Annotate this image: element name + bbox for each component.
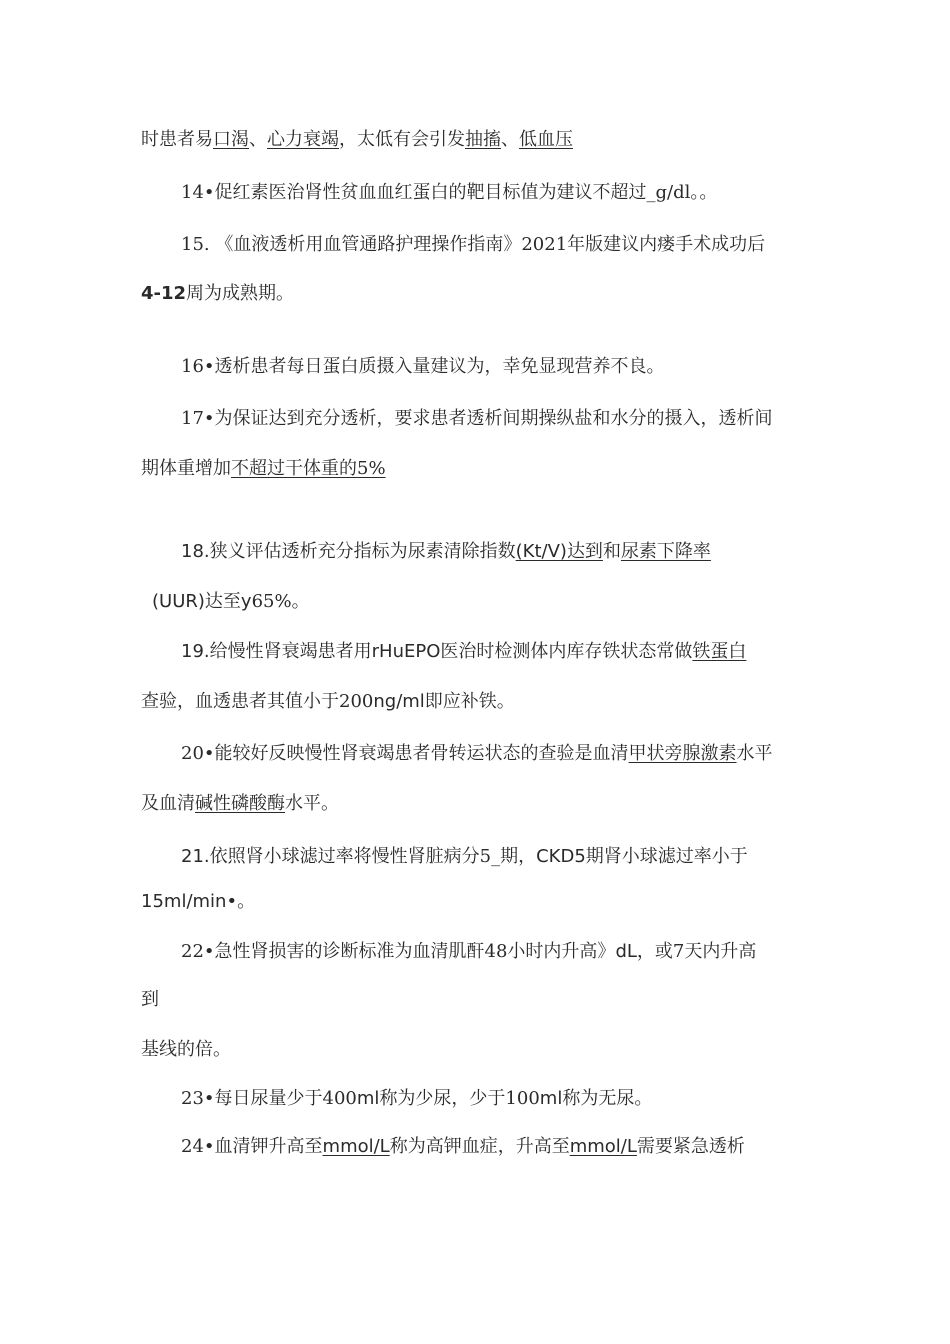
text-line-7: 期体重增加不超过干体重的5% xyxy=(141,458,386,479)
text-line-19: 23•每日尿量少于400ml称为少尿，少于100ml称为无尿。 xyxy=(181,1088,653,1109)
underlined-term: 达到 xyxy=(566,541,603,562)
text-line-9: (UUR)达至y65%。 xyxy=(152,591,310,612)
text-line-11: 查验，血透患者其值小于200ng/ml即应补铁。 xyxy=(141,691,515,712)
underlined-term: 口渴 xyxy=(213,129,249,150)
text-line-20: 24•血清钾升高至mmol/L称为高钾血症，升高至mmol/L需要紧急透析 xyxy=(181,1136,745,1157)
text-line-16: 22•急性肾损害的诊断标准为血清肌酐48小时内升高》dL，或7天内升高 xyxy=(181,941,757,962)
underlined-term: mmol/L xyxy=(569,1136,637,1157)
text-line-5: 16•透析患者每日蛋白质摄入量建议为，幸免显现营养不良。 xyxy=(181,356,665,377)
underlined-term: 碱性磷酸酶 xyxy=(195,793,285,814)
underlined-term: (Kt/V) xyxy=(515,541,567,562)
text-line-1: 时患者易口渴、心力衰竭，太低有会引发抽搐、低血压 xyxy=(141,129,573,150)
underlined-term: 不超过干体重的5% xyxy=(231,458,386,479)
underlined-term: 尿素下降率 xyxy=(620,541,711,562)
text-line-12: 20•能较好反映慢性肾衰竭患者骨转运状态的查验是血清甲状旁腺激素水平 xyxy=(181,743,773,764)
text-line-18: 基线的倍。 xyxy=(141,1039,231,1060)
underlined-term: mmol/L xyxy=(322,1136,390,1157)
text-line-14: 21.依照肾小球滤过率将慢性肾脏病分5_期，CKD5期肾小球滤过率小于 xyxy=(181,846,748,867)
text-line-4: 4-12周为成熟期。 xyxy=(141,283,295,304)
underlined-term: 抽搐 xyxy=(465,129,501,150)
underlined-term: 心力衰竭 xyxy=(267,129,339,150)
text-line-3: 15. 《血液透析用血管通路护理操作指南》2021年版建议内瘘手术成功后 xyxy=(181,234,766,255)
underlined-term: 甲状旁腺激素 xyxy=(628,743,737,764)
underlined-term: 低血压 xyxy=(519,129,573,150)
text-line-6: 17•为保证达到充分透析，要求患者透析间期操纵盐和水分的摄入，透析间 xyxy=(181,408,773,429)
text-line-8: 18.狭义评估透析充分指标为尿素清除指数(Kt/V)达到和尿素下降率 xyxy=(181,541,711,562)
text-line-13: 及血清碱性磷酸酶水平。 xyxy=(141,793,339,814)
text-line-15: 15ml/min•。 xyxy=(141,891,256,912)
text-line-17: 到 xyxy=(141,989,159,1010)
text-line-10: 19.给慢性肾衰竭患者用rHuEPO医治时检测体内库存铁状态常做铁蛋白 xyxy=(181,641,747,662)
text-line-2: 14•促红素医治肾性贫血血红蛋白的靶目标值为建议不超过_g/dl。。 xyxy=(181,182,718,203)
underlined-term: 铁蛋白 xyxy=(692,641,747,662)
